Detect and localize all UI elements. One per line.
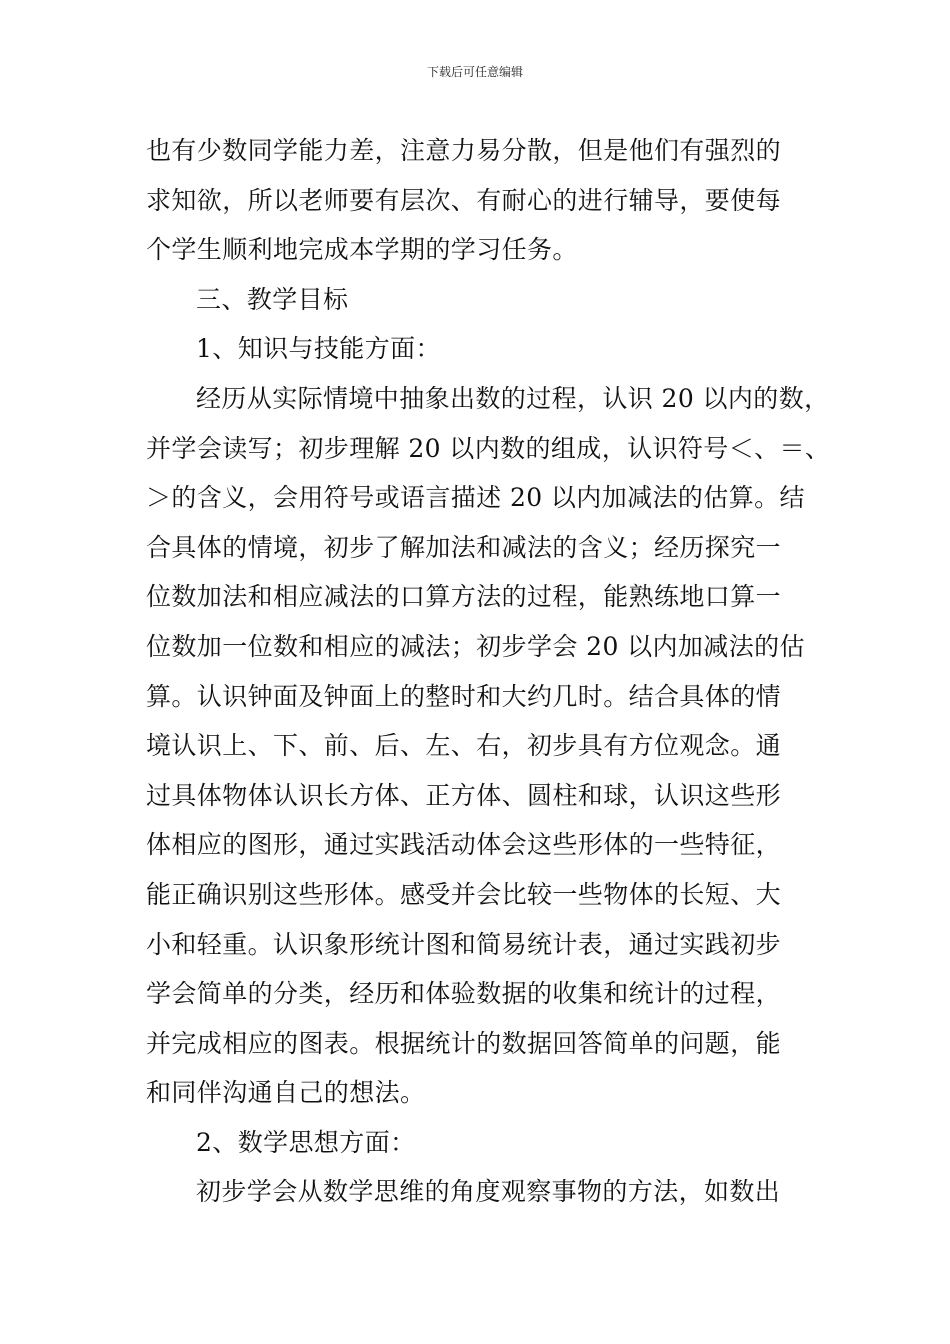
text-line: 并学会读写；初步理解 20 以内数的组成，认识符号＜、＝、 — [146, 433, 831, 463]
text-line: 合具体的情境，初步了解加法和减法的含义；经历探究一 — [146, 532, 782, 562]
text-line: 初步学会从数学思维的角度观察事物的方法，如数出 — [196, 1177, 781, 1207]
document-body — [146, 126, 831, 1217]
text-line: 能正确识别这些形体。感受并会比较一些物体的长短、大 — [146, 879, 782, 909]
section-heading: 三、教学目标 — [196, 284, 349, 314]
text-line: 小和轻重。认识象形统计图和简易统计表，通过实践初步 — [146, 929, 782, 959]
text-line: 也有少数同学能力差，注意力易分散，但是他们有强烈的 — [146, 136, 782, 165]
subsection-heading: 1、知识与技能方面： — [196, 334, 441, 364]
page-header: 下载后可任意编辑 — [426, 65, 523, 79]
text-line: 算。认识钟面及钟面上的整时和大约几时。结合具体的情 — [146, 681, 782, 711]
text-line: ＞的含义，会用符号或语言描述 20 以内加减法的估算。结 — [146, 483, 805, 513]
text-line: 位数加一位数和相应的减法；初步学会 20 以内加减法的估 — [146, 631, 805, 661]
text-line: 位数加法和相应减法的口算方法的过程，能熟练地口算一 — [146, 582, 782, 612]
text-line: 体相应的图形，通过实践活动体会这些形体的一些特征， — [146, 830, 782, 860]
text-line: 并完成相应的图表。根据统计的数据回答简单的问题，能 — [146, 1028, 782, 1058]
text-line: 境认识上、下、前、后、左、右，初步具有方位观念。通 — [146, 731, 782, 761]
text-line: 和同伴沟通自己的想法。 — [146, 1078, 426, 1108]
text-line: 求知欲，所以老师要有层次、有耐心的进行辅导，要使每 — [146, 185, 782, 215]
subsection-heading: 2、数学思想方面： — [196, 1127, 416, 1157]
text-line: 经历从实际情境中抽象出数的过程，认识 20 以内的数， — [196, 383, 830, 413]
text-line: 个学生顺利地完成本学期的学习任务。 — [146, 235, 578, 265]
text-line: 过具体物体认识长方体、正方体、圆柱和球，认识这些形 — [146, 780, 782, 810]
text-line: 学会简单的分类，经历和体验数据的收集和统计的过程， — [146, 979, 782, 1009]
